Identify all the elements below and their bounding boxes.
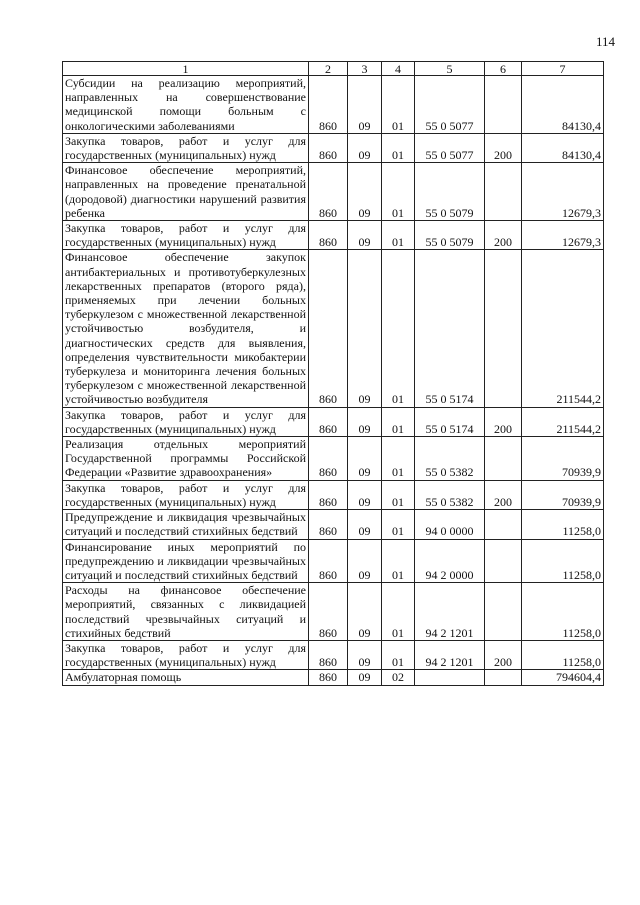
subsection-code: 01	[382, 510, 415, 539]
table-row	[63, 133, 604, 162]
amount: 84130,4	[522, 76, 604, 134]
target-article-code: 94 0 0000	[415, 510, 485, 539]
column-header: 4	[382, 62, 415, 76]
target-article-code	[415, 670, 485, 685]
target-article-code: 55 0 5174	[415, 250, 485, 407]
target-article-code: 55 0 5077	[415, 76, 485, 134]
section-code: 09	[348, 133, 382, 162]
expense-type-code: 200	[485, 407, 522, 436]
subsection-code: 01	[382, 76, 415, 134]
subsection-code: 01	[382, 583, 415, 641]
table-row	[63, 539, 604, 583]
target-article-code: 55 0 5079	[415, 163, 485, 221]
section-code: 09	[348, 539, 382, 583]
subsection-code: 01	[382, 640, 415, 669]
row-description: Субсидии на реализацию мероприятий, направленных на совершенствование медицинской помощи больным с онкологическими заболеваниями	[63, 76, 309, 134]
table-row	[63, 407, 604, 436]
row-description: Расходы на финансовое обеспечение мероприятий, связанных с ликвидацией последствий чрезвычайных ситуаций и стихийных бедствий	[63, 583, 309, 641]
row-description: Финансовое обеспечение закупок антибактериальных и противотуберкулезных лекарственных препаратов (второго ряда), применяемых при лечении больных туберкулезом с множественной лекарственной устойчивостью возбудителя, и диагностических средств для выявления, определения чувствительности микобактерии туберкулеза и мониторинга лечения больных туберкулезом с множественной лекарственной устойчивостью возбудителя	[63, 250, 309, 407]
column-header: 5	[415, 62, 485, 76]
ministry-code: 860	[309, 437, 348, 481]
expense-type-code	[485, 583, 522, 641]
table-header-row	[63, 62, 604, 76]
target-article-code: 55 0 5174	[415, 407, 485, 436]
subsection-code: 01	[382, 480, 415, 509]
target-article-code: 55 0 5077	[415, 133, 485, 162]
row-description: Предупреждение и ликвидация чрезвычайных ситуаций и последствий стихийных бедствий	[63, 510, 309, 539]
ministry-code: 860	[309, 221, 348, 250]
amount: 11258,0	[522, 583, 604, 641]
amount: 11258,0	[522, 539, 604, 583]
ministry-code: 860	[309, 640, 348, 669]
subsection-code: 01	[382, 539, 415, 583]
budget-table	[62, 61, 604, 686]
ministry-code: 860	[309, 163, 348, 221]
amount: 11258,0	[522, 510, 604, 539]
section-code: 09	[348, 250, 382, 407]
table-row	[63, 583, 604, 641]
expense-type-code	[485, 163, 522, 221]
target-article-code: 55 0 5079	[415, 221, 485, 250]
expense-type-code	[485, 250, 522, 407]
subsection-code: 01	[382, 221, 415, 250]
row-description: Закупка товаров, работ и услуг для государственных (муниципальных) нужд	[63, 221, 309, 250]
ministry-code: 860	[309, 407, 348, 436]
column-header: 2	[309, 62, 348, 76]
amount: 11258,0	[522, 640, 604, 669]
amount: 84130,4	[522, 133, 604, 162]
section-code: 09	[348, 163, 382, 221]
amount: 211544,2	[522, 407, 604, 436]
row-description: Реализация отдельных мероприятий Государственной программы Российской Федерации «Развитие здравоохранения»	[63, 437, 309, 481]
table-body	[63, 76, 604, 686]
ministry-code: 860	[309, 250, 348, 407]
column-header: 1	[63, 62, 309, 76]
subsection-code: 01	[382, 407, 415, 436]
target-article-code: 94 2 1201	[415, 640, 485, 669]
amount: 12679,3	[522, 221, 604, 250]
subsection-code: 01	[382, 250, 415, 407]
row-description: Закупка товаров, работ и услуг для государственных (муниципальных) нужд	[63, 480, 309, 509]
section-code: 09	[348, 221, 382, 250]
column-header: 6	[485, 62, 522, 76]
section-code: 09	[348, 583, 382, 641]
table-row	[63, 480, 604, 509]
column-header: 3	[348, 62, 382, 76]
amount: 70939,9	[522, 480, 604, 509]
table-row	[63, 510, 604, 539]
row-description: Закупка товаров, работ и услуг для государственных (муниципальных) нужд	[63, 133, 309, 162]
target-article-code: 55 0 5382	[415, 437, 485, 481]
ministry-code: 860	[309, 583, 348, 641]
section-code: 09	[348, 510, 382, 539]
expense-type-code: 200	[485, 480, 522, 509]
expense-type-code	[485, 670, 522, 685]
section-code: 09	[348, 76, 382, 134]
expense-type-code: 200	[485, 221, 522, 250]
target-article-code: 94 2 1201	[415, 583, 485, 641]
table-row	[63, 640, 604, 669]
table-row	[63, 437, 604, 481]
target-article-code: 55 0 5382	[415, 480, 485, 509]
expense-type-code	[485, 76, 522, 134]
table-row	[63, 250, 604, 407]
ministry-code: 860	[309, 510, 348, 539]
subsection-code: 01	[382, 163, 415, 221]
ministry-code: 860	[309, 670, 348, 685]
section-code: 09	[348, 640, 382, 669]
subsection-code: 01	[382, 437, 415, 481]
amount: 794604,4	[522, 670, 604, 685]
expense-type-code	[485, 437, 522, 481]
row-description: Амбулаторная помощь	[63, 670, 309, 685]
target-article-code: 94 2 0000	[415, 539, 485, 583]
ministry-code: 860	[309, 480, 348, 509]
row-description: Финансовое обеспечение мероприятий, направленных на проведение пренатальной (дородовой) диагностики нарушений развития ребенка	[63, 163, 309, 221]
section-code: 09	[348, 407, 382, 436]
row-description: Закупка товаров, работ и услуг для государственных (муниципальных) нужд	[63, 640, 309, 669]
ministry-code: 860	[309, 539, 348, 583]
ministry-code: 860	[309, 133, 348, 162]
expense-type-code	[485, 539, 522, 583]
section-code: 09	[348, 480, 382, 509]
table-row	[63, 670, 604, 685]
subsection-code: 02	[382, 670, 415, 685]
page-number: 114	[596, 34, 616, 49]
section-code: 09	[348, 670, 382, 685]
section-code: 09	[348, 437, 382, 481]
table-row	[63, 76, 604, 134]
column-header: 7	[522, 62, 604, 76]
expense-type-code: 200	[485, 133, 522, 162]
expense-type-code	[485, 510, 522, 539]
amount: 12679,3	[522, 163, 604, 221]
amount: 70939,9	[522, 437, 604, 481]
ministry-code: 860	[309, 76, 348, 134]
row-description: Финансирование иных мероприятий по предупреждению и ликвидации чрезвычайных ситуаций и последствий стихийных бедствий	[63, 539, 309, 583]
table-row	[63, 163, 604, 221]
table-row	[63, 221, 604, 250]
expense-type-code: 200	[485, 640, 522, 669]
amount: 211544,2	[522, 250, 604, 407]
row-description: Закупка товаров, работ и услуг для государственных (муниципальных) нужд	[63, 407, 309, 436]
subsection-code: 01	[382, 133, 415, 162]
